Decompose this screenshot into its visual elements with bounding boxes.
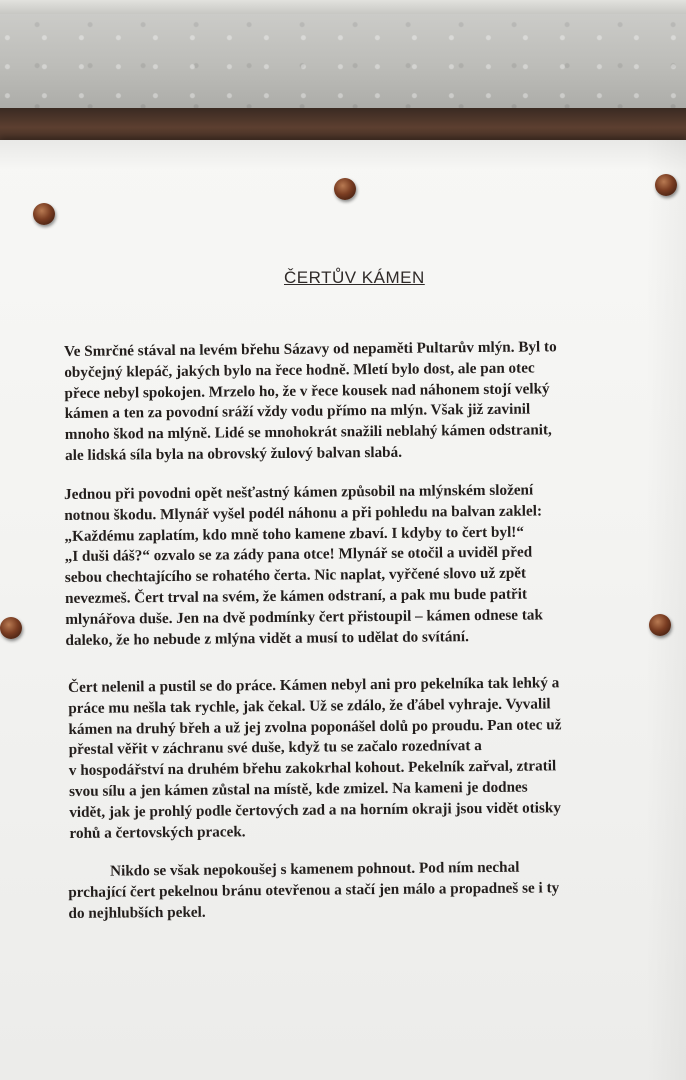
text-line: daleko, že ho nebude z mlýna vidět a musí to udělat do svítání. (65, 627, 469, 649)
nail-icon (655, 174, 677, 196)
text-line: nevezmeš. Čert trval na svém, že kámen odstraní, a pak mu bude patřit (65, 585, 528, 607)
text-line: „Každému zaplatím, kdo mně toho kamene zbaví. I kdyby to čert byl!“ (64, 523, 524, 545)
text-line: notnou škodu. Mlynář vyšel podél náhonu a při pohledu na balvan zaklel: (64, 502, 543, 524)
text-line: přestal věřit v záchranu své duše, když tu se začalo rozednívat a (68, 737, 482, 759)
text-line: ale lidská síla byla na obrovský žulový balvan slabá. (65, 443, 403, 464)
text-line: mlynářova duše. Jen na dvě podmínky čert přistoupil – kámen odnese tak (65, 606, 543, 628)
nail-icon (0, 617, 22, 639)
paragraph-4 (68, 856, 659, 924)
nail-icon (334, 178, 356, 200)
paragraph-2 (64, 479, 656, 651)
nail-icon (33, 203, 55, 225)
text-line: kámen na druhý břeh a už jej zvolna poponášel dolů po proudu. Pan otec už (68, 715, 562, 738)
text-line: Ve Smrčné stával na levém břehu Sázavy od nepaměti Pultarův mlýn. Byl to (64, 338, 557, 360)
text-line: Nikdo se však nepokoušej s kamenem pohnout. Pod ním nechal (110, 858, 520, 880)
text-line: vidět, jak je prohlý podle čertových zad a na horním okraji jsou vidět otisky (69, 799, 561, 821)
text-line: kámen a ten za povodní sráží vždy vodu přímo na mlýn. Však již zavinil (64, 400, 531, 423)
text-line: rohů a čertovských pracek. (69, 822, 246, 842)
text-line: „I duši dáš?“ ozvalo se za zády pana otce! Mlynář se otočil a uviděl před (64, 543, 533, 566)
text-line: Jednou při povodni opět nešťastný kámen způsobil na mlýnském složení (64, 481, 534, 503)
text-line: mnoho škod na mlýně. Lidé se mnohokrát snažili neblahý kámen odstranit, (64, 421, 552, 444)
text-line: prchající čert pekelnou bránu otevřenou a stačí jen málo a propadneš se i ty (68, 879, 560, 901)
text-line: do nejhlubších pekel. (68, 903, 206, 922)
text-line: práce mu nešla tak rychle, jak čekal. Už se zdálo, že ďábel vyhraje. Vyvalil (68, 695, 551, 717)
text-line: přece nebyl spokojen. Mrzelo ho, že v řece kousek nad náhonem stojí velký (64, 379, 550, 402)
top-board (0, 0, 686, 118)
paragraph-1 (64, 336, 655, 466)
board-edge (0, 0, 686, 14)
paragraph-3 (68, 672, 660, 844)
notice-title: ČERTŮV KÁMEN (284, 268, 425, 287)
text-line: Čert nelenil a pustil se do práce. Kámen nebyl ani pro pekelníka tak lehký a (68, 674, 560, 696)
text-line: v hospodářství na druhém břehu zakokrhal kohout. Pekelník zařval, ztratil (68, 757, 557, 780)
text-line: sebou chechtajícího se rohatého čerta. Nic naplat, vyřčené slovo už zpět (64, 564, 527, 587)
text-line: svou sílu a jen kámen zůstal na místě, kde zmizel. Na kameni je dodnes (69, 778, 528, 800)
text-line: obyčejný klepáč, jakých bylo na řece hodně. Mletí bylo dost, ale pan otec (64, 359, 535, 381)
